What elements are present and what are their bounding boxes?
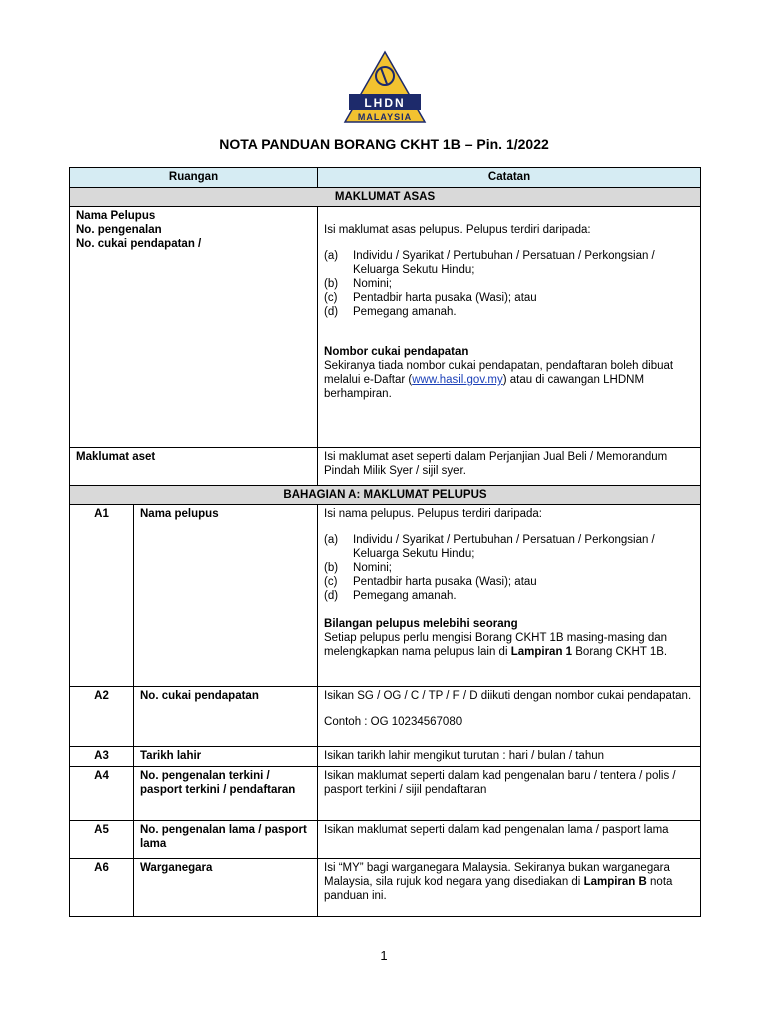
asas-notes-cell [318,207,701,448]
code-a6: A6 [70,859,134,917]
table-header-row [70,168,701,188]
example-a2: Contoh : OG 10234567080 [324,716,463,728]
lhdn-logo [343,50,427,124]
table-row [70,448,701,486]
bilangan-heading: Bilangan pelupus melebihi seorang [324,618,518,630]
field-no-pengenalan: No. pengenalan [76,224,162,236]
notes-a4: Isikan maklumat seperti dalam kad pengenalan baru / tentera / polis / pasport terkini / sijil pendaftaran [318,767,701,821]
notes-a5: Isikan maklumat seperti dalam kad pengenalan lama / pasport lama [318,821,701,859]
list-item: (a) Individu / Syarikat / Pertubuhan / Persatuan / Perkongsian / Keluarga Sekutu Hindu; [324,250,655,276]
notes-a1: Isi nama pelupus. Pelupus terdiri daripada: (a) Individu / Syarikat / Pertubuhan / Persatuan / Perkongsian / Keluarga Sekutu Hindu; (b) Nomini; (c) Pentadbir harta pusaka (Wasi); atau (d) Pemegang amanah. Bilangan pelupus melebihi seorang Setiap pelupus perlu mengisi Borang CKHT 1B masing-masing dan melengkapkan nama pelupus lain di Lampiran 1 Borang CKHT 1B. [318,505,701,687]
notes-a2: Isikan SG / OG / C / TP / F / D diikuti dengan nombor cukai pendapatan. Contoh : OG 10234567080 [318,687,701,747]
table-row [70,747,701,767]
list-item: (b) Nomini; [324,562,392,574]
aset-label: Maklumat aset [70,448,318,486]
list-item: (a) Individu / Syarikat / Pertubuhan / Persatuan / Perkongsian / Keluarga Sekutu Hindu; [324,534,655,560]
section-row [70,486,701,505]
list-item: (b) Nomini; [324,278,392,290]
field-no-cukai: No. cukai pendapatan / [76,238,202,250]
label-a3: Tarikh lahir [134,747,318,767]
list-item: (c) Pentadbir harta pusaka (Wasi); atau [324,292,537,304]
header-ruangan: Ruangan [70,168,318,188]
label-a4: No. pengenalan terkini / pasport terkini / pendaftaran [134,767,318,821]
table-row [70,505,701,687]
label-a2: No. cukai pendapatan [134,687,318,747]
label-a1: Nama pelupus [134,505,318,687]
table-row [70,687,701,747]
list-item: (c) Pentadbir harta pusaka (Wasi); atau [324,576,537,588]
list-item: (d) Pemegang amanah. [324,590,457,602]
table-row [70,821,701,859]
asas-fields-cell [70,207,318,448]
pelupus-list [324,249,694,319]
asas-intro: Isi maklumat asas pelupus. Pelupus terdiri daripada: [324,224,591,236]
guide-table [69,167,701,917]
code-a5: A5 [70,821,134,859]
list-item: (d) Pemegang amanah. [324,306,457,318]
pelupus-list [324,533,694,603]
field-nama-pelupus: Nama Pelupus [76,210,156,222]
section-row [70,188,701,207]
code-a2: A2 [70,687,134,747]
table-row [70,207,701,448]
code-a3: A3 [70,747,134,767]
notes-a6: Isi “MY” bagi warganegara Malaysia. Sekiranya bukan warganegara Malaysia, sila rujuk kod negara yang disediakan di Lampiran B nota panduan ini. [318,859,701,917]
logo-text-top: LHDN [364,96,406,110]
header-catatan: Catatan [318,168,701,188]
logo-text-bottom: MALAYSIA [357,112,413,122]
code-a1: A1 [70,505,134,687]
section-maklumat-asas: MAKLUMAT ASAS [70,188,701,207]
table-row [70,767,701,821]
aset-text: Isi maklumat aset seperti dalam Perjanjian Jual Beli / Memorandum Pindah Milik Syer / sijil syer. [318,448,701,486]
section-bahagian-a: BAHAGIAN A: MAKLUMAT PELUPUS [70,486,701,505]
cukai-heading: Nombor cukai pendapatan [324,346,469,358]
bilangan-text: Setiap pelupus perlu mengisi Borang CKHT 1B masing-masing dan melengkapkan nama pelupus lain di Lampiran 1 Borang CKHT 1B. [324,632,668,658]
label-a6: Warganegara [134,859,318,917]
document-title: NOTA PANDUAN BORANG CKHT 1B – Pin. 1/2022 [219,136,549,152]
cukai-text: Sekiranya tiada nombor cukai pendapatan, pendaftaran boleh dibuat melalui e-Daftar (www.hasil.gov.my) atau di cawangan LHDNM berhampiran. [324,360,674,400]
code-a4: A4 [70,767,134,821]
table-row [70,859,701,917]
hasil-link[interactable]: www.hasil.gov.my [412,374,503,386]
page-number: 1 [380,948,388,963]
label-a5: No. pengenalan lama / pasport lama [134,821,318,859]
notes-a3: Isikan tarikh lahir mengikut turutan : hari / bulan / tahun [318,747,701,767]
